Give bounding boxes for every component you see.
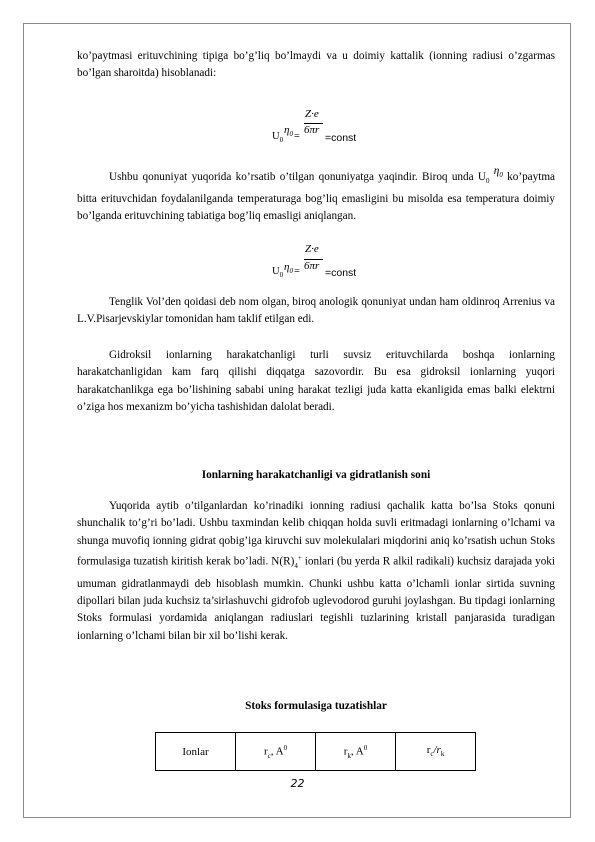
paragraph-2: Ushbu qonuniyat yuqorida ko’rsatib o’tilgan qonuniyatga yaqindir. Biroq unda $U_0$ $\eta_0$ ko’paytma bitta erituvchidan foydalanilganda temperaturaga bog’liq emasligini bu misolda esa temperatura doimiy bo’lganda erituvchining tabiatiga bog’liq emasligi aniqlangan. [77,165,555,223]
paragraph-3: Tenglik Vol’den qoidasi deb nom olgan, biroq anologik qonuniyat undan ham oldinroq Arrenius va L.V.Pisarjevskiylar tomonidan ham taklif etilgan edi. [77,296,555,326]
formula-1-numerator: Z·e [305,108,319,120]
formula-2-numerator: Z·e [305,243,319,255]
col-ions: Ionlar [156,733,236,771]
col-rc: $r_c$, $A^0$ [236,733,316,771]
table-title: Stoks formulasiga tuzatishlar [245,700,387,712]
col-rk: $r_k$, $A^0$ [316,733,396,771]
paragraph-1-text: ko’paytmasi erituvchining tipiga bo’g’liq bo’lmaydi va u doimiy kattalik (ionning radiusi o’zgarmas bo’lgan sharoitda) hisoblanadi: [77,50,555,80]
paragraph-5: Yuqorida aytib o’tilganlardan ko’rinadiki ionning radiusi qachalik katta bo’lsa Stoks qonuni shunchalik to’g’ri bo’ladi. Ushbu taxmindan kelib chiqqan holda suvli eritmadagi ionlarning o’lchami va shunga muvofiq ionning gidrat qobig’iga kiruvchi suv molekulalari miqdorini aniq ko’rsatish uchun Stoks formulasiga tuzatish kiritish kerak bo’ladi. $N(R)_4^+$ ionlari (bu yerda R alkil radikali) kuchsiz darajada yoki umuman gidratlanmaydi deb hisoblash mumkin. Chunki ushbu katta o’lchamli ionlar sirtida suvning dipollari bilan juda kuchsiz ta’sirlashuvchi gidrofob uglevodorod guruhi joylashgan. Bu tipdagi ionlarning Stoks formulasi yordamida aniqlangan radiuslari tegishli tuzlarining kristall panjarasida turadigan ionlarning o’lchami bilan bir xil bo’lishi kerak. [77,500,556,642]
corrections-table [155,732,476,771]
table-header-row [156,733,476,771]
page-border [23,23,571,818]
section-heading: Ionlarning harakatchanligi va gidratlanish soni [201,469,431,481]
page-number: 22 [290,777,305,790]
paragraph-1 [77,48,555,83]
paragraph-4: Gidroksil ionlarning harakatchanligi turli suvsiz erituvchilarda boshqa ionlarning harakatchanligidan kam farq qilishi diqqatga sazovordir. Bu esa gidroksil ionlarning yuqori harakatchanlikga ega bo’lishining sababi uning harakat tezligi juda katta ekanligida emas balki elektrni o’ziga hos mexanizm bo’yicha tashishidan dalolat beradi. [77,349,555,414]
col-ratio: $r_c/r_k$ [396,733,476,771]
formula-2-denominator: 6πr [304,260,320,272]
formula-1-denominator: 6πr [304,124,320,136]
